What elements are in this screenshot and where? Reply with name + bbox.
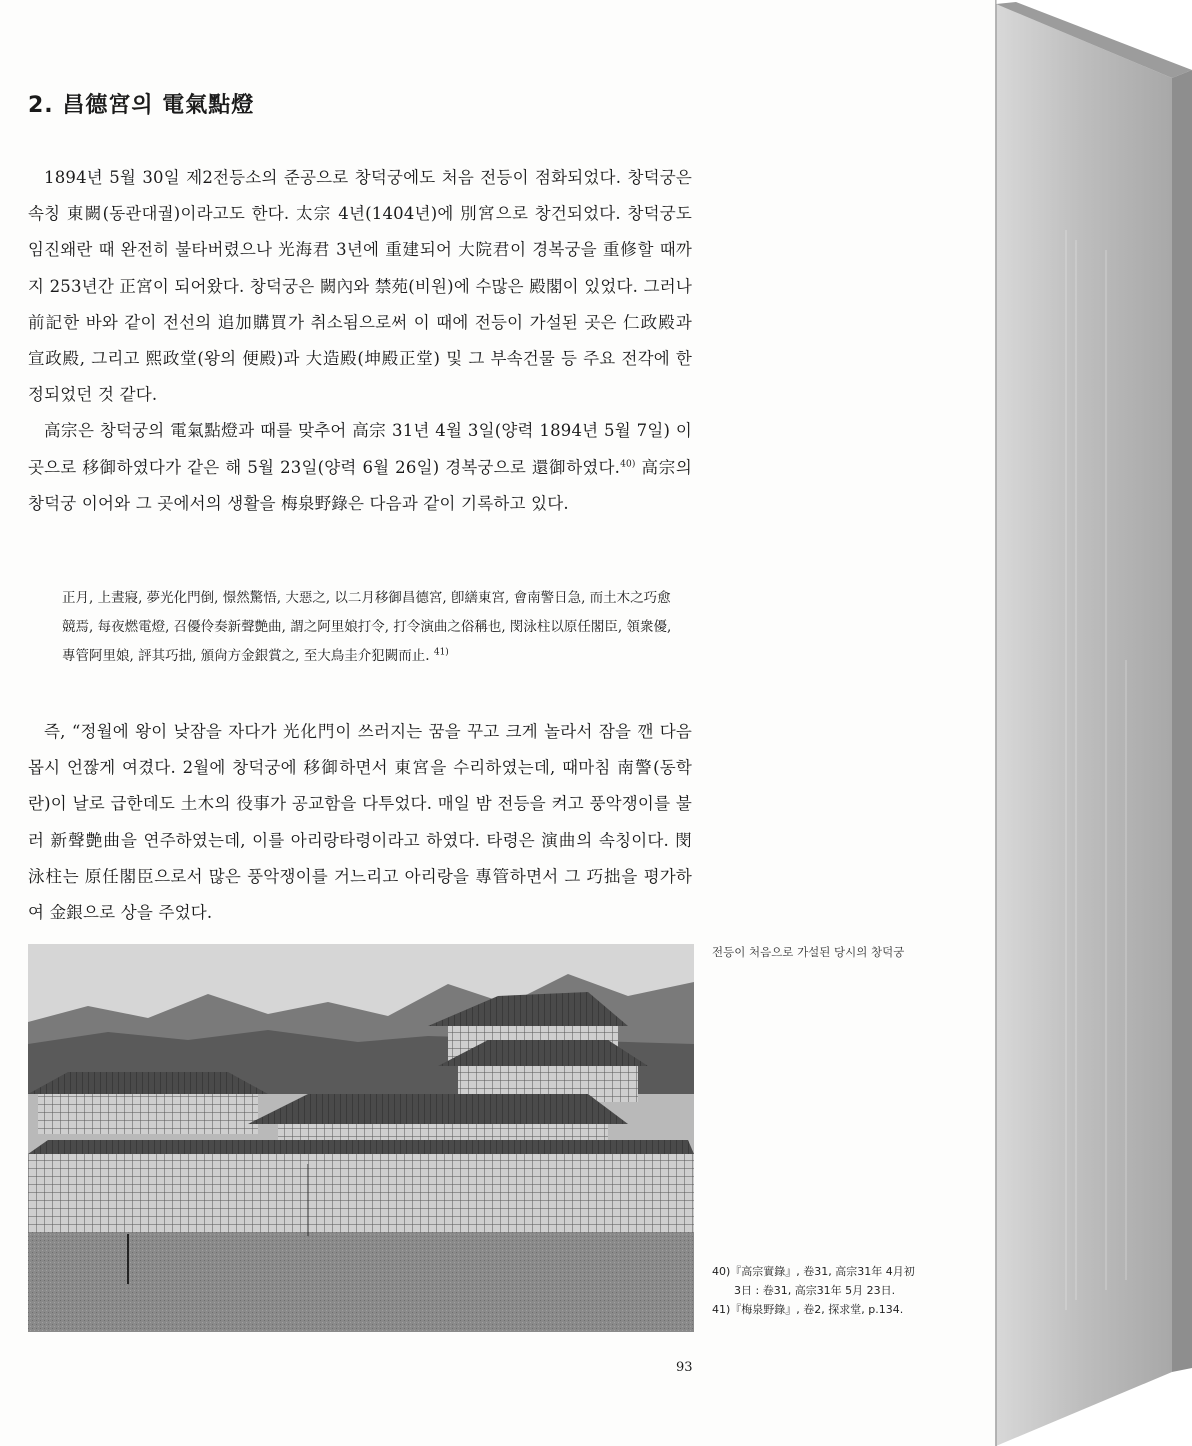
paragraph-1 xyxy=(28,160,692,413)
footnote-40-continued: 3日 : 卷31, 高宗31年 5月 23日. xyxy=(734,1284,896,1297)
footnote-41: 41)『梅泉野錄』, 卷2, 探求堂, p.134. xyxy=(712,1303,904,1316)
paragraph-2 xyxy=(28,413,692,522)
palace-photo xyxy=(28,944,694,1332)
footnote-ref-40[interactable]: 40) xyxy=(620,459,636,470)
translation-text xyxy=(28,714,692,931)
footnote-40: 40)『高宗實錄』, 卷31, 高宗31年 4月初 xyxy=(712,1265,915,1278)
footnotes xyxy=(712,1262,952,1319)
paragraph-2-tail: 高宗의 창덕궁 이어와 그 곳에서의 생활을 梅泉野錄은 다음과 같이 기록하고 있다. xyxy=(28,457,693,513)
book-page-edges xyxy=(996,0,1192,1446)
photo-caption: 전등이 처음으로 가설된 당시의 창덕궁 xyxy=(712,945,905,959)
body-text xyxy=(28,160,692,522)
footnote-ref-41[interactable]: 41) xyxy=(433,647,449,658)
paragraph-3 xyxy=(28,714,692,931)
paragraph-2-text: 高宗은 창덕궁의 電氣點燈과 때를 맞추어 高宗 31년 4월 3일(양력 1894년 5월 7일) 이 곳으로 移御하였다가 같은 해 5월 23일(양력 6월 26일) 경복궁으로 還御하였다. xyxy=(28,421,692,477)
quote-text xyxy=(62,584,682,671)
quote-body: 正月, 上晝寢, 夢光化門倒, 憬然驚悟, 大惡之, 以二月移御昌德宮, 卽繕東宮, 會南警日急, 而土木之巧愈競焉, 每夜燃電燈, 召優伶奏新聲艶曲, 謂之阿里娘打令, 打令演曲之俗稱也, 閔泳柱以原任閣臣, 領衆優, 專管阿里娘, 評其巧拙, 頒尙方金銀賞之, 至大鳥圭介犯闕而止. xyxy=(62,590,672,664)
section-title: 2. 昌德宮의 電氣點燈 xyxy=(28,93,255,118)
page-number: 93 xyxy=(676,1360,693,1375)
paragraph-3-text: 즉, “정월에 왕이 낮잠을 자다가 光化門이 쓰러지는 꿈을 꾸고 크게 놀라서 잠을 깬 다음 몹시 언짢게 여겼다. 2월에 창덕궁에 移御하면서 東宮을 수리하였는데, 때마침 南警(동학란)이 날로 급한데도 土木의 役事가 공교함을 다투었다. 매일 밤 전등을 켜고 풍악쟁이를 불러 新聲艶曲을 연주하였는데, 이를 아리랑타령이라고 하였다. 타령은 演曲의 속칭이다. 閔泳柱는 原任閣臣으로서 많은 풍악쟁이를 거느리고 아리랑을 專管하면서 그 巧拙을 평가하여 金銀으로 상을 주었다. xyxy=(28,722,692,923)
classical-quote xyxy=(62,584,682,671)
paragraph-1-text: 1894년 5월 30일 제2전등소의 준공으로 창덕궁에도 처음 전등이 점화되었다. 창덕궁은 속칭 東闕(동관대궐)이라고도 한다. 太宗 4년(1404년)에 別宮으로 창건되었다. 창덕궁도 임진왜란 때 완전히 불타버렸으나 光海君 3년에 重建되어 大院君이 경복궁을 重修할 때까지 253년간 正宮이 되어왔다. 창덕궁은 闕內와 禁苑(비원)에 수많은 殿閣이 있었다. 그러나 前記한 바와 같이 전선의 追加購買가 취소됨으로써 이 때에 전등이 가설된 곳은 仁政殿과 宣政殿, 그리고 熙政堂(왕의 便殿)과 大造殿(坤殿正堂) 및 그 부속건물 등 주요 전각에 한정되었던 것 같다. xyxy=(28,168,692,405)
